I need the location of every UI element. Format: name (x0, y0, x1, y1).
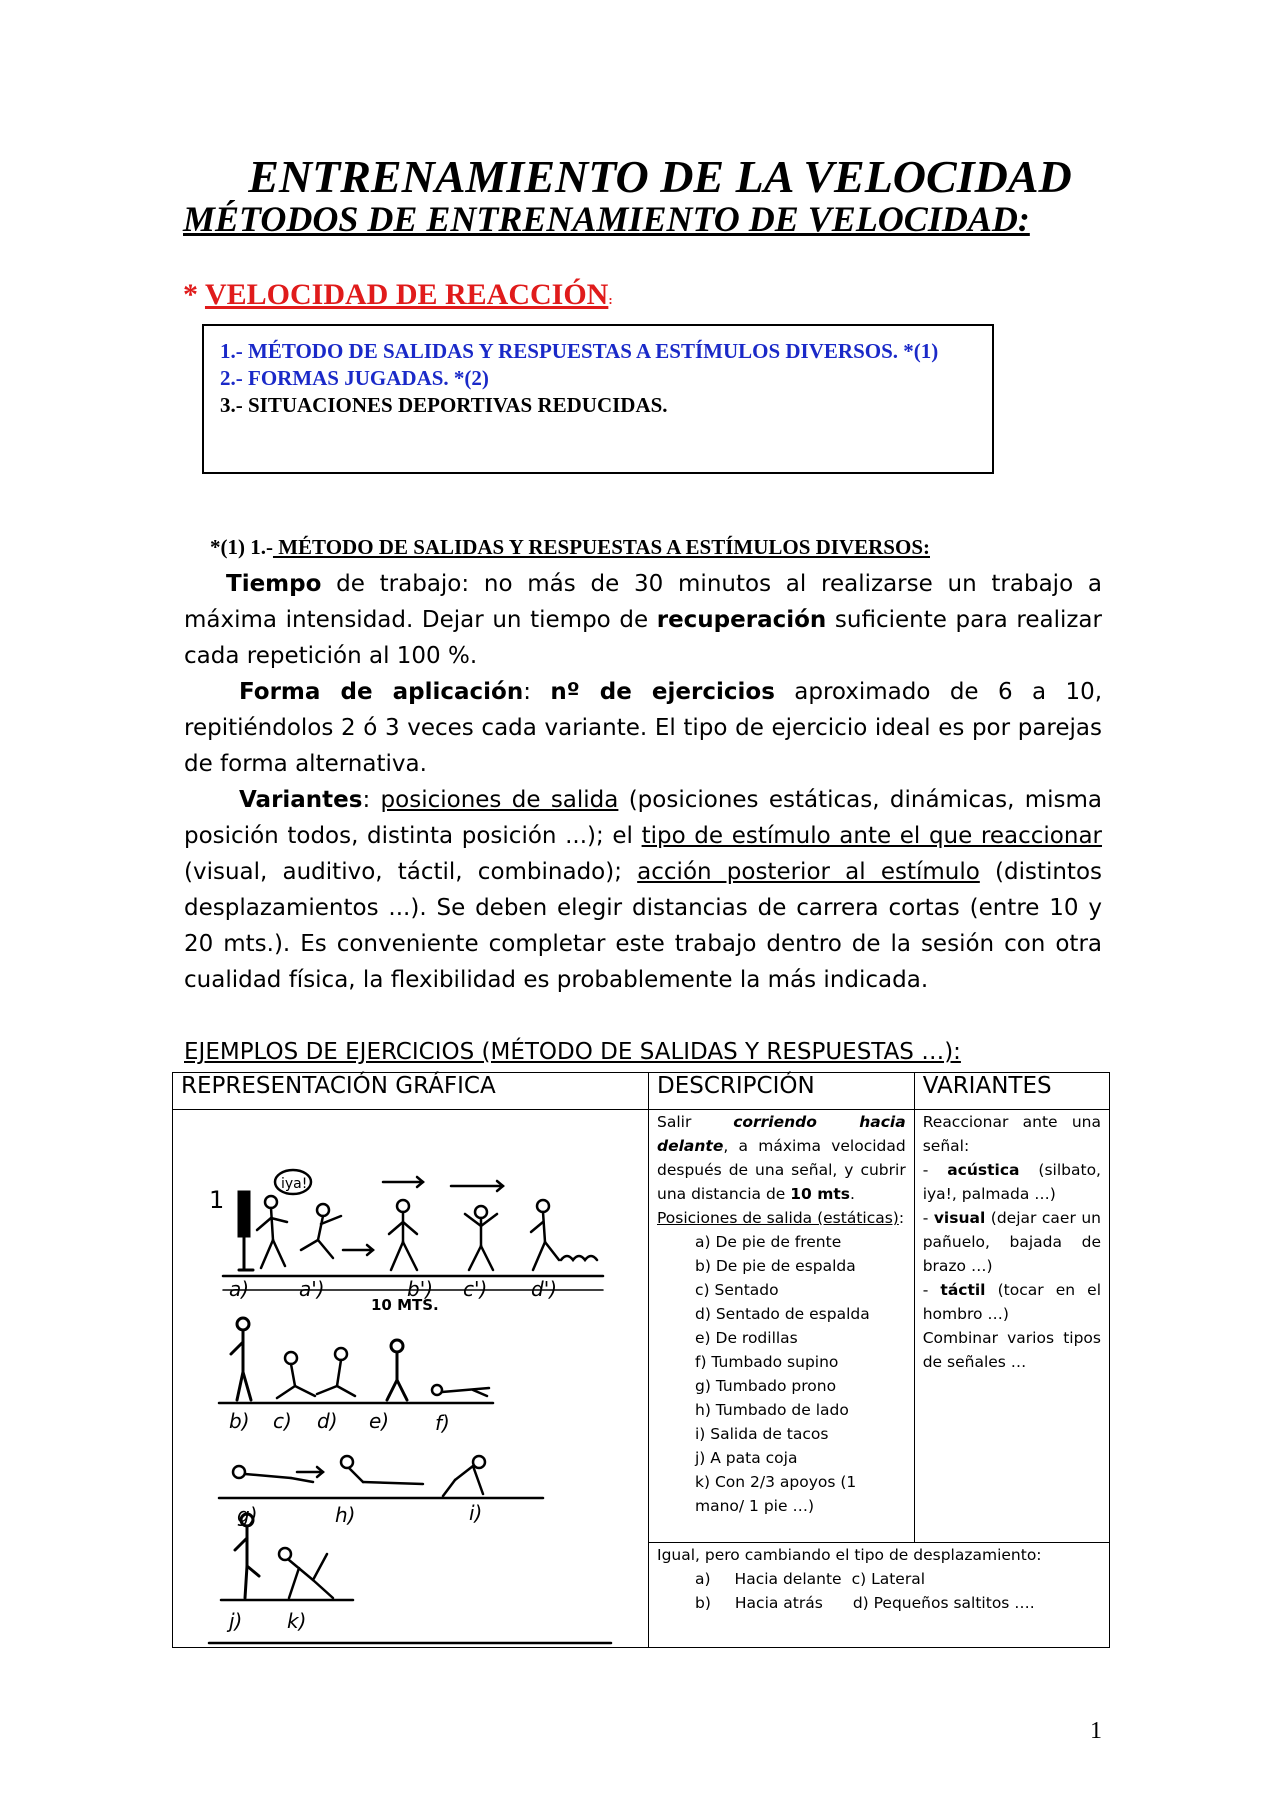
examples-heading: EJEMPLOS DE EJERCICIOS (MÉTODO DE SALIDAS Y RESPUESTAS …): (184, 1039, 961, 1065)
label-d: d) (317, 1409, 338, 1433)
text: Salir (657, 1113, 734, 1131)
figure-c (277, 1352, 315, 1398)
page-number: 1 (1090, 1718, 1102, 1744)
figure-running-1 (301, 1204, 341, 1258)
label-a: a) (229, 1277, 250, 1301)
positions-list (657, 1230, 906, 1518)
text: Hacia delante (734, 1570, 842, 1588)
variante-combinar: Combinar varios tipos de señales … (922, 1329, 1101, 1371)
list-item: j) A pata coja (695, 1449, 798, 1467)
label-h: h) (335, 1503, 356, 1527)
list-item: a) De pie de frente (695, 1233, 842, 1251)
section1-body (184, 566, 1102, 998)
section-title: VELOCIDAD DE REACCIÓN (204, 278, 609, 311)
bold-forma: Forma de aplicación (239, 679, 524, 705)
list-item: d) Sentado de espalda (695, 1305, 870, 1323)
displacement-row-1 (657, 1567, 1101, 1591)
bold-recuperacion: recuperación (656, 607, 827, 633)
text: (silbato, iya!, palmada …) (922, 1161, 1101, 1203)
document-subtitle: MÉTODOS DE ENTRENAMIENTO DE VELOCIDAD: (183, 199, 1030, 239)
section1-prefix: *(1) 1.- (210, 535, 273, 559)
bold-tactil: táctil (940, 1281, 986, 1299)
drawing-cell (173, 1110, 649, 1648)
displacement-intro: Igual, pero cambiando el tipo de desplazamiento: (657, 1546, 1042, 1564)
paragraph-forma (184, 674, 1102, 782)
drawing-distance: 10 MTS. (371, 1296, 439, 1314)
figure-g (233, 1466, 313, 1482)
label-b-prime: b') (407, 1277, 433, 1301)
text: : (362, 787, 381, 813)
grass-marks (561, 1256, 597, 1260)
paragraph-variantes (184, 782, 1102, 998)
figure-e (387, 1340, 407, 1400)
underlined-text: acción posterior al estímulo (637, 859, 980, 885)
text: (distintos desplazamientos ...). Se deben elegir distancias de carrera cortas (entre 10 y 20 mts.). Es conveniente completar este trabajo dentro de la sesión con otra cualidad física, la flexibilidad es probablemente la más indicada. (184, 859, 1102, 993)
section-colon: : (608, 292, 613, 307)
section1-title: MÉTODO DE SALIDAS Y RESPUESTAS A ESTÍMULOS DIVERSOS: (272, 535, 930, 559)
figure-b-prime (389, 1200, 417, 1270)
text: aproximado de 6 a 10, repitiéndolos 2 ó 3 veces cada variante. El tipo de ejercicio ideal es por parejas de forma alternativa. (184, 679, 1103, 777)
section-prefix: * (183, 278, 205, 311)
variantes-cell (914, 1110, 1109, 1543)
variante-acustica: - acústica (silbato, iya!, palmada …) (922, 1161, 1101, 1203)
method-item-1: 1.- MÉTODO DE SALIDAS Y RESPUESTAS A ESTÍMULOS DIVERSOS. *(1) (220, 339, 939, 363)
col-header-representacion: REPRESENTACIÓN GRÁFICA (173, 1073, 649, 1110)
list-item: h) Tumbado de lado (695, 1401, 849, 1419)
list-item: e) De rodillas (695, 1329, 798, 1347)
figure-f (432, 1385, 489, 1396)
variante-tactil: - táctil (tocar en el hombro …) (922, 1281, 1101, 1323)
exercise-drawing (173, 1110, 648, 1646)
label-f: f) (435, 1411, 450, 1435)
label-c-prime: c') (463, 1277, 488, 1301)
examples-table (172, 1072, 1110, 1648)
list-item: g) Tumbado prono (695, 1377, 837, 1395)
text: suficiente para realizar cada repetición al 100 %. (184, 607, 1102, 669)
figure-b (231, 1318, 251, 1400)
list-item: c) Sentado (695, 1281, 779, 1299)
description-text (657, 1110, 906, 1206)
text: : (898, 1209, 905, 1227)
figure-h (341, 1456, 423, 1484)
col-header-variantes: VARIANTES (914, 1073, 1109, 1110)
table-header-row (173, 1073, 1110, 1110)
bold-ejercicios: nº de ejercicios (550, 679, 775, 705)
paragraph-tiempo (184, 566, 1102, 674)
text: (dejar caer un pañuelo, bajada de brazo …) (922, 1209, 1101, 1275)
figure-c-prime (465, 1206, 497, 1270)
text: c) Lateral (851, 1570, 925, 1588)
section1-heading (210, 535, 930, 560)
bold-distance: 10 mts (790, 1185, 851, 1203)
table-row (173, 1110, 1110, 1543)
variantes-intro: Reaccionar ante una señal: (922, 1113, 1101, 1155)
col-header-descripcion: DESCRIPCIÓN (649, 1073, 915, 1110)
text: . (850, 1185, 855, 1203)
figure-i (443, 1456, 485, 1496)
drawing-labels (226, 1277, 557, 1633)
bold-acustica: acústica (947, 1161, 1020, 1179)
text: Hacia atrás (734, 1594, 823, 1612)
variante-visual: - visual (dejar caer un pañuelo, bajada de brazo …) (922, 1209, 1101, 1275)
label-g: g) (237, 1503, 258, 1527)
bold-tiempo: Tiempo (226, 571, 322, 597)
document-title: ENTRENAMIENTO DE LA VELOCIDAD (248, 151, 1072, 202)
text: : (523, 679, 551, 705)
methods-box (202, 324, 994, 474)
text: (posiciones estáticas, dinámicas, misma posición todos, distinta posición ...); el (184, 787, 1102, 849)
list-item: i) Salida de tacos (695, 1425, 829, 1443)
underlined-text: tipo de estímulo ante el que reaccionar (641, 823, 1102, 849)
underlined-text: posiciones de salida (380, 787, 619, 813)
list-item: b) De pie de espalda (695, 1257, 856, 1275)
bold-visual: visual (933, 1209, 986, 1227)
label-b: b) (229, 1409, 250, 1433)
label-j: j) (229, 1609, 243, 1633)
label-a-prime: a') (299, 1277, 325, 1301)
label-d-prime: d') (531, 1277, 557, 1301)
text: d) Pequeños saltitos …. (852, 1594, 1035, 1612)
displacement-row-2 (657, 1591, 1101, 1615)
text: de trabajo: no más de 30 minutos al realizarse un trabajo a máxima intensidad. Dejar un tiempo de (184, 571, 1102, 633)
label-k: k) (287, 1609, 307, 1633)
label-c: c) (273, 1409, 292, 1433)
displacement-cell (649, 1543, 1110, 1648)
bold-variantes: Variantes (239, 787, 363, 813)
method-item-2: 2.- FORMAS JUGADAS. *(2) (220, 366, 489, 390)
figure-k (279, 1548, 333, 1598)
drawing-number: 1 (209, 1186, 225, 1214)
text: (tocar en el hombro …) (922, 1281, 1101, 1323)
figure-a-prime (257, 1196, 287, 1268)
list-item: k) Con 2/3 apoyos (1 mano/ 1 pie …) (695, 1473, 857, 1515)
section-heading-reaccion (183, 278, 613, 312)
description-cell (649, 1110, 915, 1543)
figure-a (239, 1192, 253, 1270)
label: b) (695, 1594, 711, 1612)
figure-d-prime (531, 1200, 559, 1270)
list-item: f) Tumbado supino (695, 1353, 839, 1371)
label: a) (695, 1570, 711, 1588)
positions-label-line (657, 1206, 906, 1230)
label-i: i) (469, 1501, 483, 1525)
figure-d (317, 1348, 355, 1396)
text: (visual, auditivo, táctil, combinado); (184, 859, 638, 885)
label-e: e) (369, 1409, 390, 1433)
bold-corriendo: corriendo hacia delante (657, 1113, 906, 1155)
method-item-3: 3.- SITUACIONES DEPORTIVAS REDUCIDAS. (220, 393, 668, 417)
positions-label: Posiciones de salida (estáticas) (657, 1209, 899, 1227)
drawing-shout: iya! (281, 1176, 308, 1192)
text: , a máxima velocidad después de una señal, y cubrir una distancia de (657, 1137, 906, 1203)
